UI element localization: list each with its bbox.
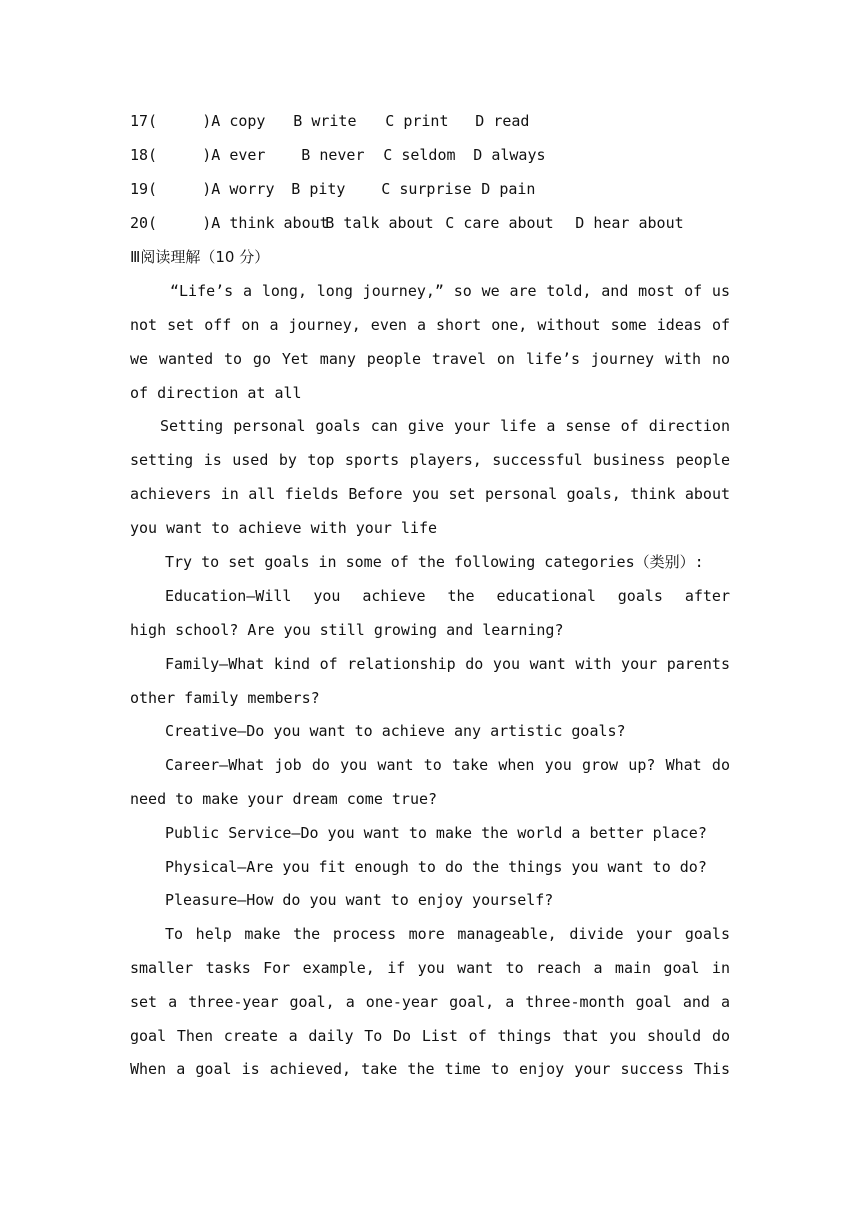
option-a: A ever <box>211 146 266 164</box>
option-d: D always <box>473 146 546 164</box>
category-pleasure: Pleasure—How do you want to enjoy yourself? <box>165 891 554 909</box>
section-heading: Ⅲ阅读理解（10 分） <box>130 248 270 266</box>
option-d: D hear about <box>575 214 684 232</box>
paragraph-line: achievers in all fields Before you set personal goals, think about <box>130 485 730 503</box>
category-creative: Creative—Do you want to achieve any artistic goals? <box>165 722 626 740</box>
question-19 <box>130 177 730 201</box>
option-a: A think about <box>211 214 329 232</box>
option-b: B talk about <box>325 214 434 232</box>
category-family: Family—What kind of relationship do you want with your parents <box>165 655 730 673</box>
paragraph-line: other family members? <box>130 689 320 707</box>
option-d: D read <box>475 112 530 130</box>
category-physical: Physical—Are you fit enough to do the things you want to do? <box>165 858 707 876</box>
question-number: 18( <box>130 146 158 164</box>
paragraph-line: smaller tasks For example, if you want to reach a main goal in <box>130 959 730 977</box>
question-number: 20( <box>130 214 158 232</box>
paragraph-line: need to make your dream come true? <box>130 790 438 808</box>
option-c: C surprise <box>381 180 472 198</box>
option-b: B pity <box>291 180 346 198</box>
paragraph-line: of direction at all <box>130 384 302 402</box>
question-18 <box>130 143 730 167</box>
paragraph-line: Setting personal goals can give your life a sense of direction <box>160 417 730 435</box>
paragraph-line: To help make the process more manageable, divide your goals <box>165 925 730 943</box>
answer-blank: ) <box>157 146 212 164</box>
paragraph-line: you want to achieve with your life <box>130 519 438 537</box>
paragraph-line: setting is used by top sports players, successful business people <box>130 451 730 469</box>
paragraph-line: goal Then create a daily To Do List of things that you should do <box>130 1027 730 1045</box>
option-b: B never <box>301 146 365 164</box>
category-public-service: Public Service—Do you want to make the world a better place? <box>165 824 707 842</box>
paragraph-line: we wanted to go Yet many people travel on life’s journey with no <box>130 350 730 368</box>
paragraph-line: “Life’s a long, long journey,” so we are told, and most of us <box>170 282 730 300</box>
option-d: D pain <box>481 180 536 198</box>
option-a: A copy <box>211 112 266 130</box>
answer-blank: ) <box>157 180 212 198</box>
paragraph-line: Try to set goals in some of the following categories（类别）: <box>165 553 704 571</box>
option-c: C print <box>385 112 449 130</box>
category-career: Career—What job do you want to take when you grow up? What do <box>165 756 730 774</box>
answer-blank: ) <box>157 112 212 130</box>
option-c: C seldom <box>383 146 456 164</box>
question-number: 19( <box>130 180 158 198</box>
paragraph-line: set a three-year goal, a one-year goal, a three-month goal and a <box>130 993 730 1011</box>
option-b: B write <box>293 112 357 130</box>
option-c: C care about <box>445 214 554 232</box>
option-a: A worry <box>211 180 275 198</box>
question-17 <box>130 109 730 133</box>
question-number: 17( <box>130 112 158 130</box>
answer-blank: ) <box>157 214 212 232</box>
paragraph-line: not set off on a journey, even a short one, without some ideas of <box>130 316 730 334</box>
paragraph-line: high school? Are you still growing and learning? <box>130 621 564 639</box>
category-education: Education—Will you achieve the educational goals after <box>165 587 730 605</box>
question-20 <box>130 211 730 235</box>
paragraph-line: When a goal is achieved, take the time to enjoy your success This <box>130 1060 730 1078</box>
